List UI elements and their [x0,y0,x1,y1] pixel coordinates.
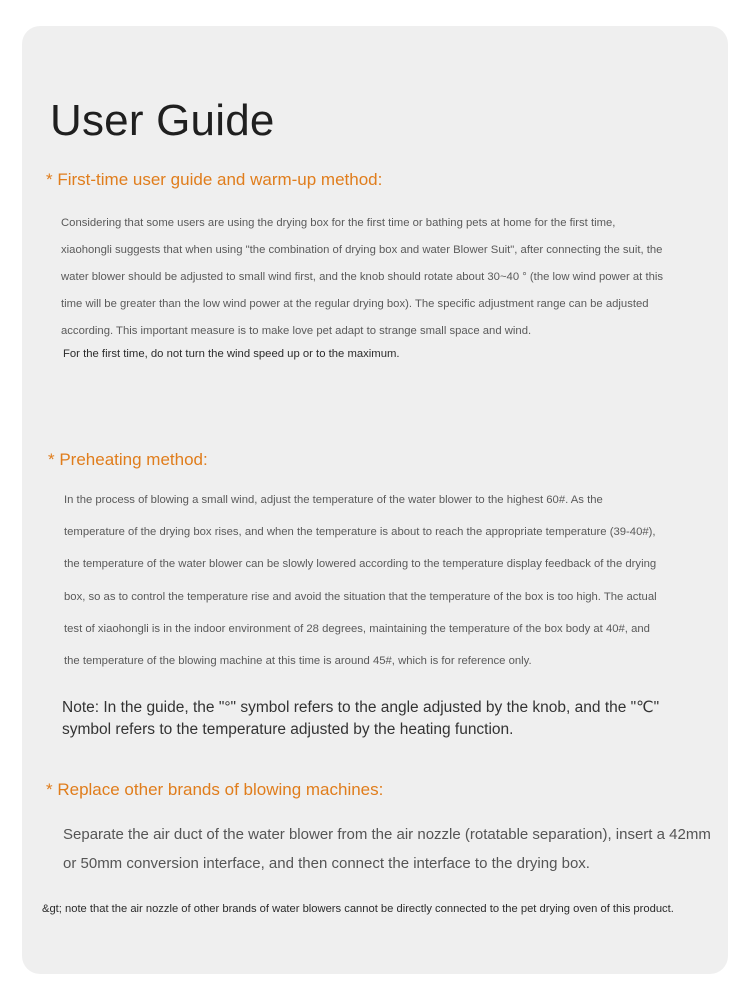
section-heading-replace: * Replace other brands of blowing machines: [46,780,384,799]
footnote: &gt; note that the air nozzle of other brands of water blowers cannot be directly connected to the pet drying oven of this product. [42,903,674,915]
paragraph-line: water blower should be adjusted to small wind first, and the knob should rotate about 30~40 ° (the low wind power at this [61,271,664,283]
paragraph-line: Considering that some users are using the drying box for the first time or bathing pets at home for the first time, [61,217,616,229]
paragraph-line: test of xiaohongli is in the indoor environment of 28 degrees, maintaining the temperature of the box body at 40#, and [64,622,650,635]
symbol-note: Note: In the guide, the "°" symbol refers to the angle adjusted by the knob, and the "℃" symbol refers to the temperature adjusted by the heating function. [62,699,660,738]
page-title: User Guide [50,96,275,145]
section-text-replace: Separate the air duct of the water blower from the air nozzle (rotatable separation), insert a 42mm or 50mm conversion interface, and then connect the interface to the drying box. [63,826,711,872]
paragraph-line: according. This important measure is to make love pet adapt to strange small space and wind. [61,325,532,337]
paragraph-line: xiaohongli suggests that when using "the combination of drying box and water Blower Suit", after connecting the suit, the [61,244,663,256]
paragraph-line: In the process of blowing a small wind, adjust the temperature of the water blower to the highest 60#. As the [64,494,603,506]
paragraph-line: box, so as to control the temperature rise and avoid the situation that the temperature of the box is too high. The actual [64,590,657,603]
paragraph-line: time will be greater than the low wind power at the regular drying box). The specific adjustment range can be adjusted [61,298,649,310]
section-heading-preheating: * Preheating method: [48,450,208,469]
section-text-first-time [61,210,663,345]
paragraph-line: temperature of the drying box rises, and when the temperature is about to reach the appropriate temperature (39-40#), [64,526,656,539]
first-time-warning: For the first time, do not turn the wind speed up or to the maximum. [63,348,400,360]
paragraph-line: the temperature of the water blower can be slowly lowered according to the temperature display feedback of the drying [64,558,657,571]
section-text-preheating [64,484,657,677]
paragraph-line: the temperature of the blowing machine at this time is around 45#, which is for reference only. [64,655,532,668]
section-heading-first-time: * First-time user guide and warm-up method: [46,170,383,189]
